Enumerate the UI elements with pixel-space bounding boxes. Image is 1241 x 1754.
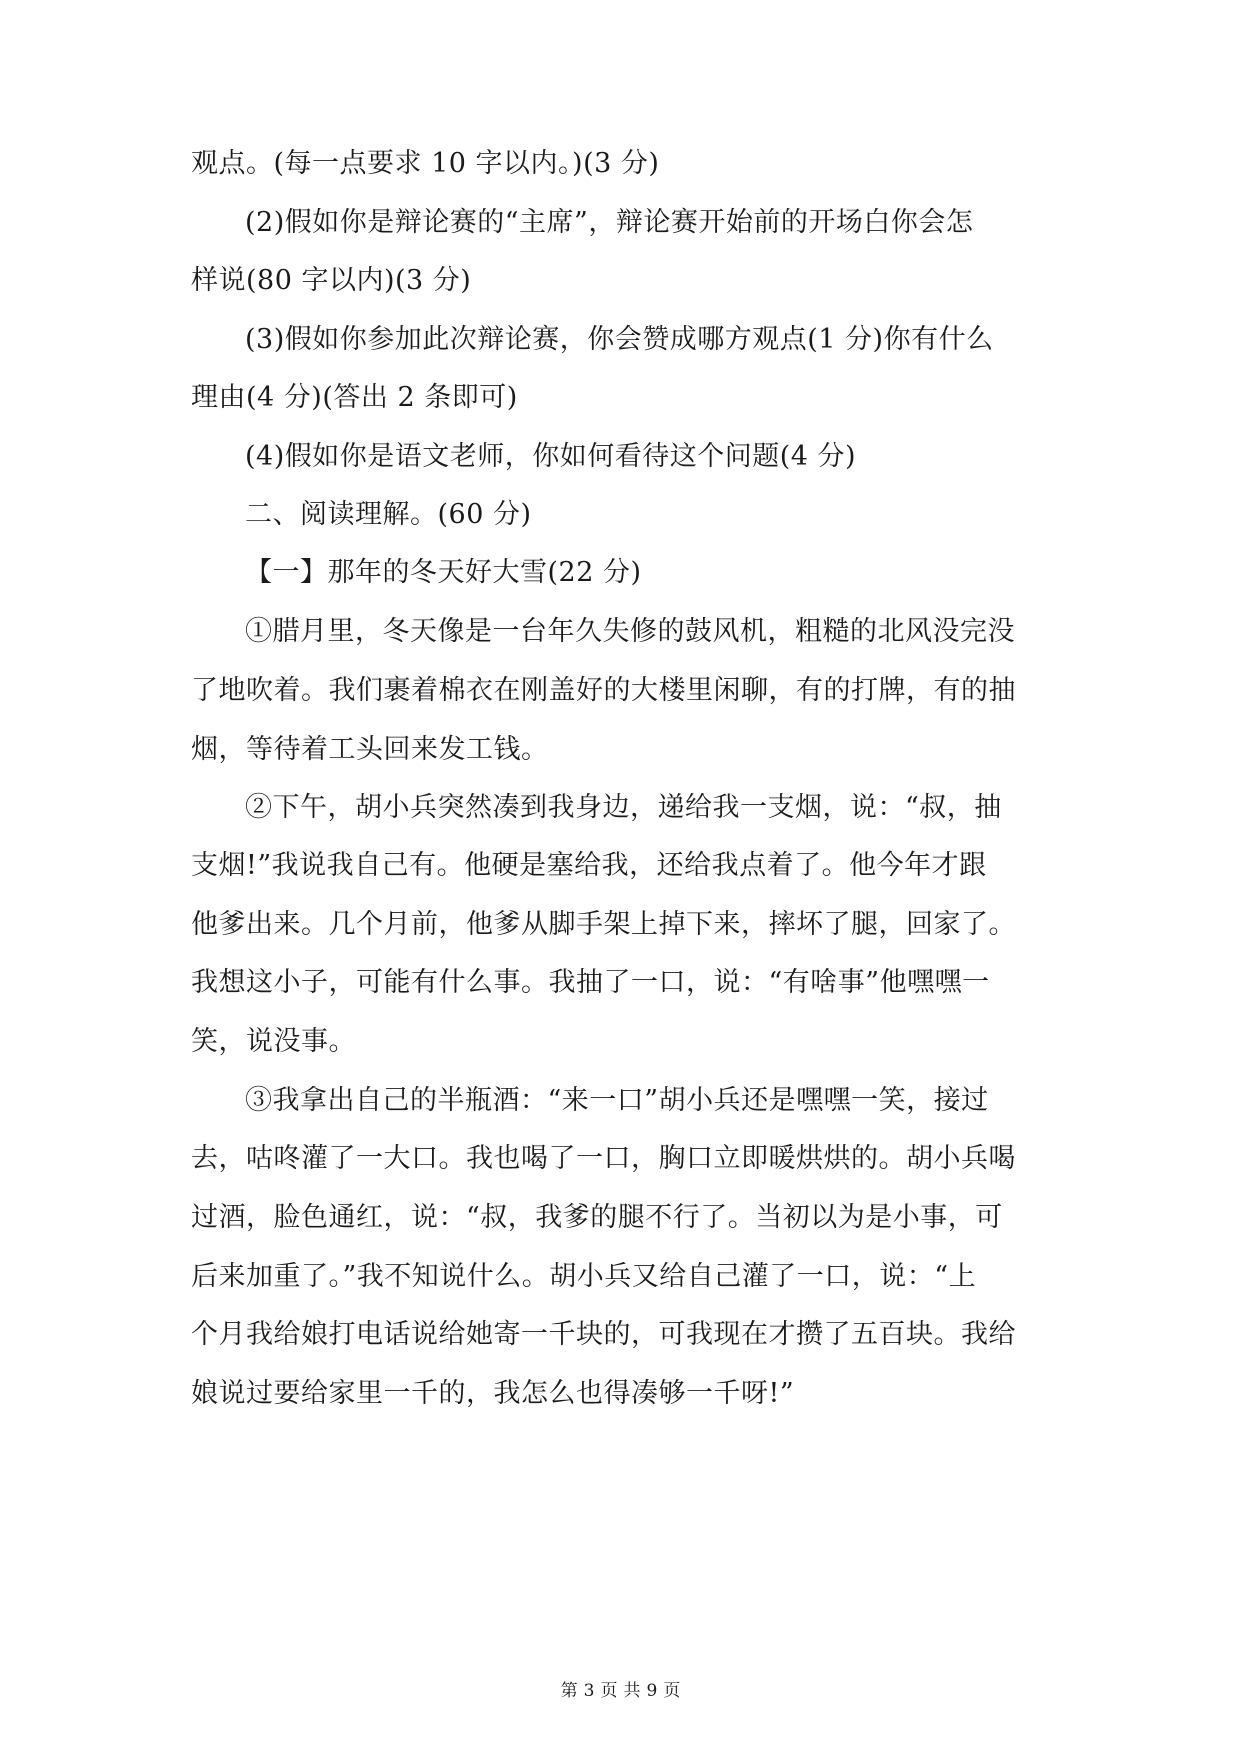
- text-line: 去，咕咚灌了一大口。我也喝了一口，胸口立即暖烘烘的。胡小兵喝: [191, 1143, 1016, 1174]
- text-line: ①腊月里，冬天像是一台年久失修的鼓风机，粗糙的北风没完没: [245, 616, 1015, 647]
- text-line: 支烟!”我说我自己有。他硬是塞给我，还给我点着了。他今年才跟: [191, 850, 987, 881]
- section-heading: 二、阅读理解。(60 分): [245, 499, 532, 530]
- text-line: (4)假如你是语文老师，你如何看待这个问题(4 分): [245, 441, 857, 472]
- text-line: 过酒，脸色通红，说：“叔，我爹的腿不行了。当初以为是小事，可: [191, 1202, 1003, 1233]
- text-line: 我想这小子，可能有什么事。我抽了一口，说：“有啥事”他嘿嘿一: [191, 967, 990, 998]
- text-line: 笑，说没事。: [191, 1026, 356, 1057]
- text-line: ③我拿出自己的半瓶酒：“来一口”胡小兵还是嘿嘿一笑，接过: [245, 1085, 989, 1116]
- text-line: 理由(4 分)(答出 2 条即可): [191, 382, 518, 413]
- text-line: 娘说过要给家里一千的，我怎么也得凑够一千呀!”: [191, 1378, 795, 1409]
- text-line: (3)假如你参加此次辩论赛，你会赞成哪方观点(1 分)你有什么: [245, 324, 994, 355]
- text-line: (2)假如你是辩论赛的“主席”，辩论赛开始前的开场白你会怎: [245, 207, 974, 238]
- footer-suffix: 页: [663, 1681, 681, 1701]
- text-line: 烟，等待着工头回来发工钱。: [191, 734, 549, 765]
- footer-prefix: 第: [560, 1681, 578, 1701]
- text-line: 观点。(每一点要求 10 字以内。)(3 分): [191, 148, 660, 179]
- footer-current-page: 3: [583, 1681, 595, 1701]
- text-line: 样说(80 字以内)(3 分): [191, 265, 472, 296]
- article-title: 【一】那年的冬天好大雪(22 分): [245, 557, 642, 588]
- footer-total-word: 共: [623, 1681, 641, 1701]
- footer-page-word: 页: [600, 1681, 618, 1701]
- footer-total-pages: 9: [646, 1681, 658, 1701]
- text-line: ②下午，胡小兵突然凑到我身边，递给我一支烟，说：“叔，抽: [245, 792, 1002, 823]
- text-line: 后来加重了。”我不知说什么。胡小兵又给自己灌了一口，说：“上: [191, 1261, 977, 1292]
- text-line: 他爹出来。几个月前，他爹从脚手架上掉下来，摔坏了腿，回家了。: [191, 909, 1016, 940]
- text-line: 个月我给娘打电话说给她寄一千块的，可我现在才攒了五百块。我给: [191, 1319, 1016, 1350]
- text-line: 了地吹着。我们裹着棉衣在刚盖好的大楼里闲聊，有的打牌，有的抽: [191, 675, 1016, 706]
- page-footer: [0, 1680, 1241, 1702]
